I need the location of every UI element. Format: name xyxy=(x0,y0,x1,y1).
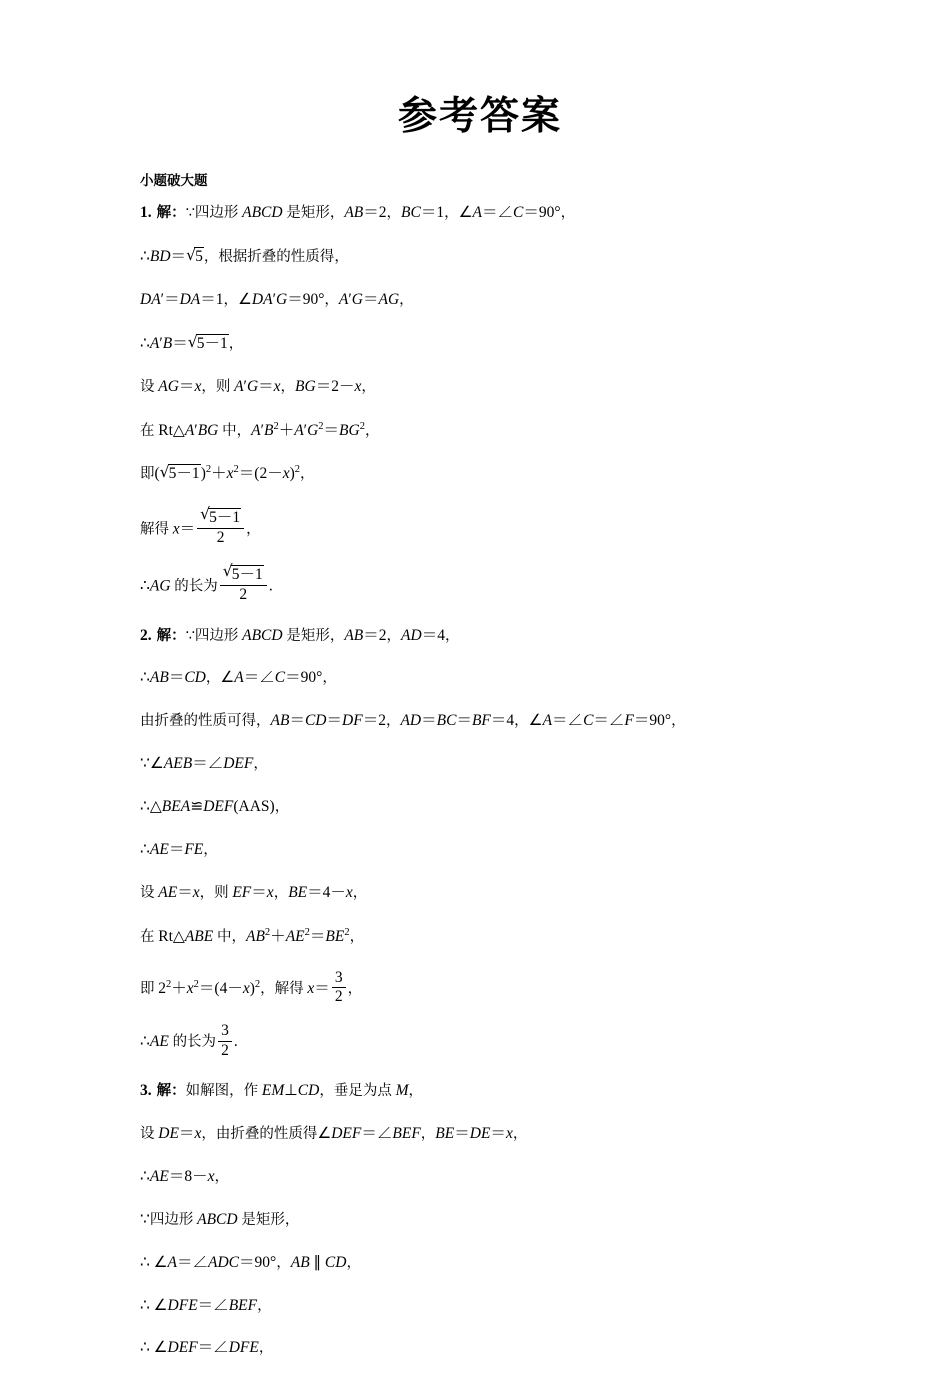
item-number: 2. xyxy=(140,626,152,644)
answer-line: 在 Rt△A′BG 中，$A'B^2+A'G^2=BG^2$， xyxy=(140,420,380,439)
answer-line: ∴AG 的长为 √ $\frac{5-1}{2}$ . xyxy=(140,564,820,603)
item-label: 解： xyxy=(156,1082,186,1099)
answer-line: 即( √ $5-1)^2+x^2=(2-x)^2$， xyxy=(140,463,820,485)
answer-line: ∴AE＝FE， xyxy=(140,841,218,859)
answer-line: ∴AB＝CD，∠A＝∠C＝90°， xyxy=(140,669,337,687)
answer-line: DA′＝DA＝1，∠DA′G＝90°，A′G＝AG， xyxy=(140,290,414,308)
answer-line: 设 DE＝x，由折叠的性质得∠DEF＝∠BEF，BE＝DE＝x， xyxy=(140,1124,528,1142)
answer-line: 设 AE＝x，则 EF＝x，BE＝4－x， xyxy=(140,884,368,902)
answer-line: 解得 x＝ √ $\frac{5-1}{2}$ ， xyxy=(140,507,820,546)
page-title: 参考答案 xyxy=(397,94,562,139)
answer-line: 设 AG＝x，则 A′G＝x，BG＝2－x， xyxy=(140,377,376,395)
answer-line: ∴A′B＝ √ 5－1， xyxy=(140,333,820,355)
answer-line: ∵四边形 ABCD 是矩形， xyxy=(140,1210,300,1228)
answer-line: 即 $2^2+x^2=(4-x)^2$，解得 x＝ $\frac{3}{2}$ ， xyxy=(140,968,363,1006)
answer-line: ∴ ∠DEF＝∠DFE， xyxy=(140,1339,274,1357)
item-label: 解： xyxy=(156,204,186,221)
answer-line: 3. 解：如解图，作 EM⊥CD，垂足为点 M， xyxy=(140,1081,423,1099)
answer-line: ∵∠AEB＝∠DEF， xyxy=(140,755,268,773)
answer-line: ∴AE 的长为 $\frac{3}{2}$ . xyxy=(140,1022,238,1059)
item-number: 3. xyxy=(140,1081,152,1099)
answer-line: ∴△BEA≌DEF(AAS)， xyxy=(140,798,290,816)
section-label: 小题破大题 xyxy=(140,172,208,189)
document-content xyxy=(140,96,820,1381)
answer-line: 在 Rt△ABE 中，$AB^2+AE^2=BE^2$， xyxy=(140,926,365,945)
answer-line: 1. 解：∵四边形 ABCD 是矩形，AB＝2，BC＝1，∠A＝∠C＝90°， xyxy=(140,203,576,221)
answer-line: ∴BD＝ √ 5，根据折叠的性质得， xyxy=(140,246,820,268)
answer-line: ∴AE＝8－x， xyxy=(140,1167,229,1185)
answer-line: ∴ ∠A＝∠ADC＝90°，AB ∥ CD， xyxy=(140,1253,361,1271)
item-number: 1. xyxy=(140,203,152,221)
answer-line: ∴ ∠DFE＝∠BEF， xyxy=(140,1296,272,1314)
item-label: 解： xyxy=(156,627,186,644)
answer-line: 2. 解：∵四边形 ABCD 是矩形，AB＝2，AD＝4， xyxy=(140,626,460,644)
answer-line: 由折叠的性质可得，AB＝CD＝DF＝2，AD＝BC＝BF＝4，∠A＝∠C＝∠F＝90°， xyxy=(140,712,686,730)
